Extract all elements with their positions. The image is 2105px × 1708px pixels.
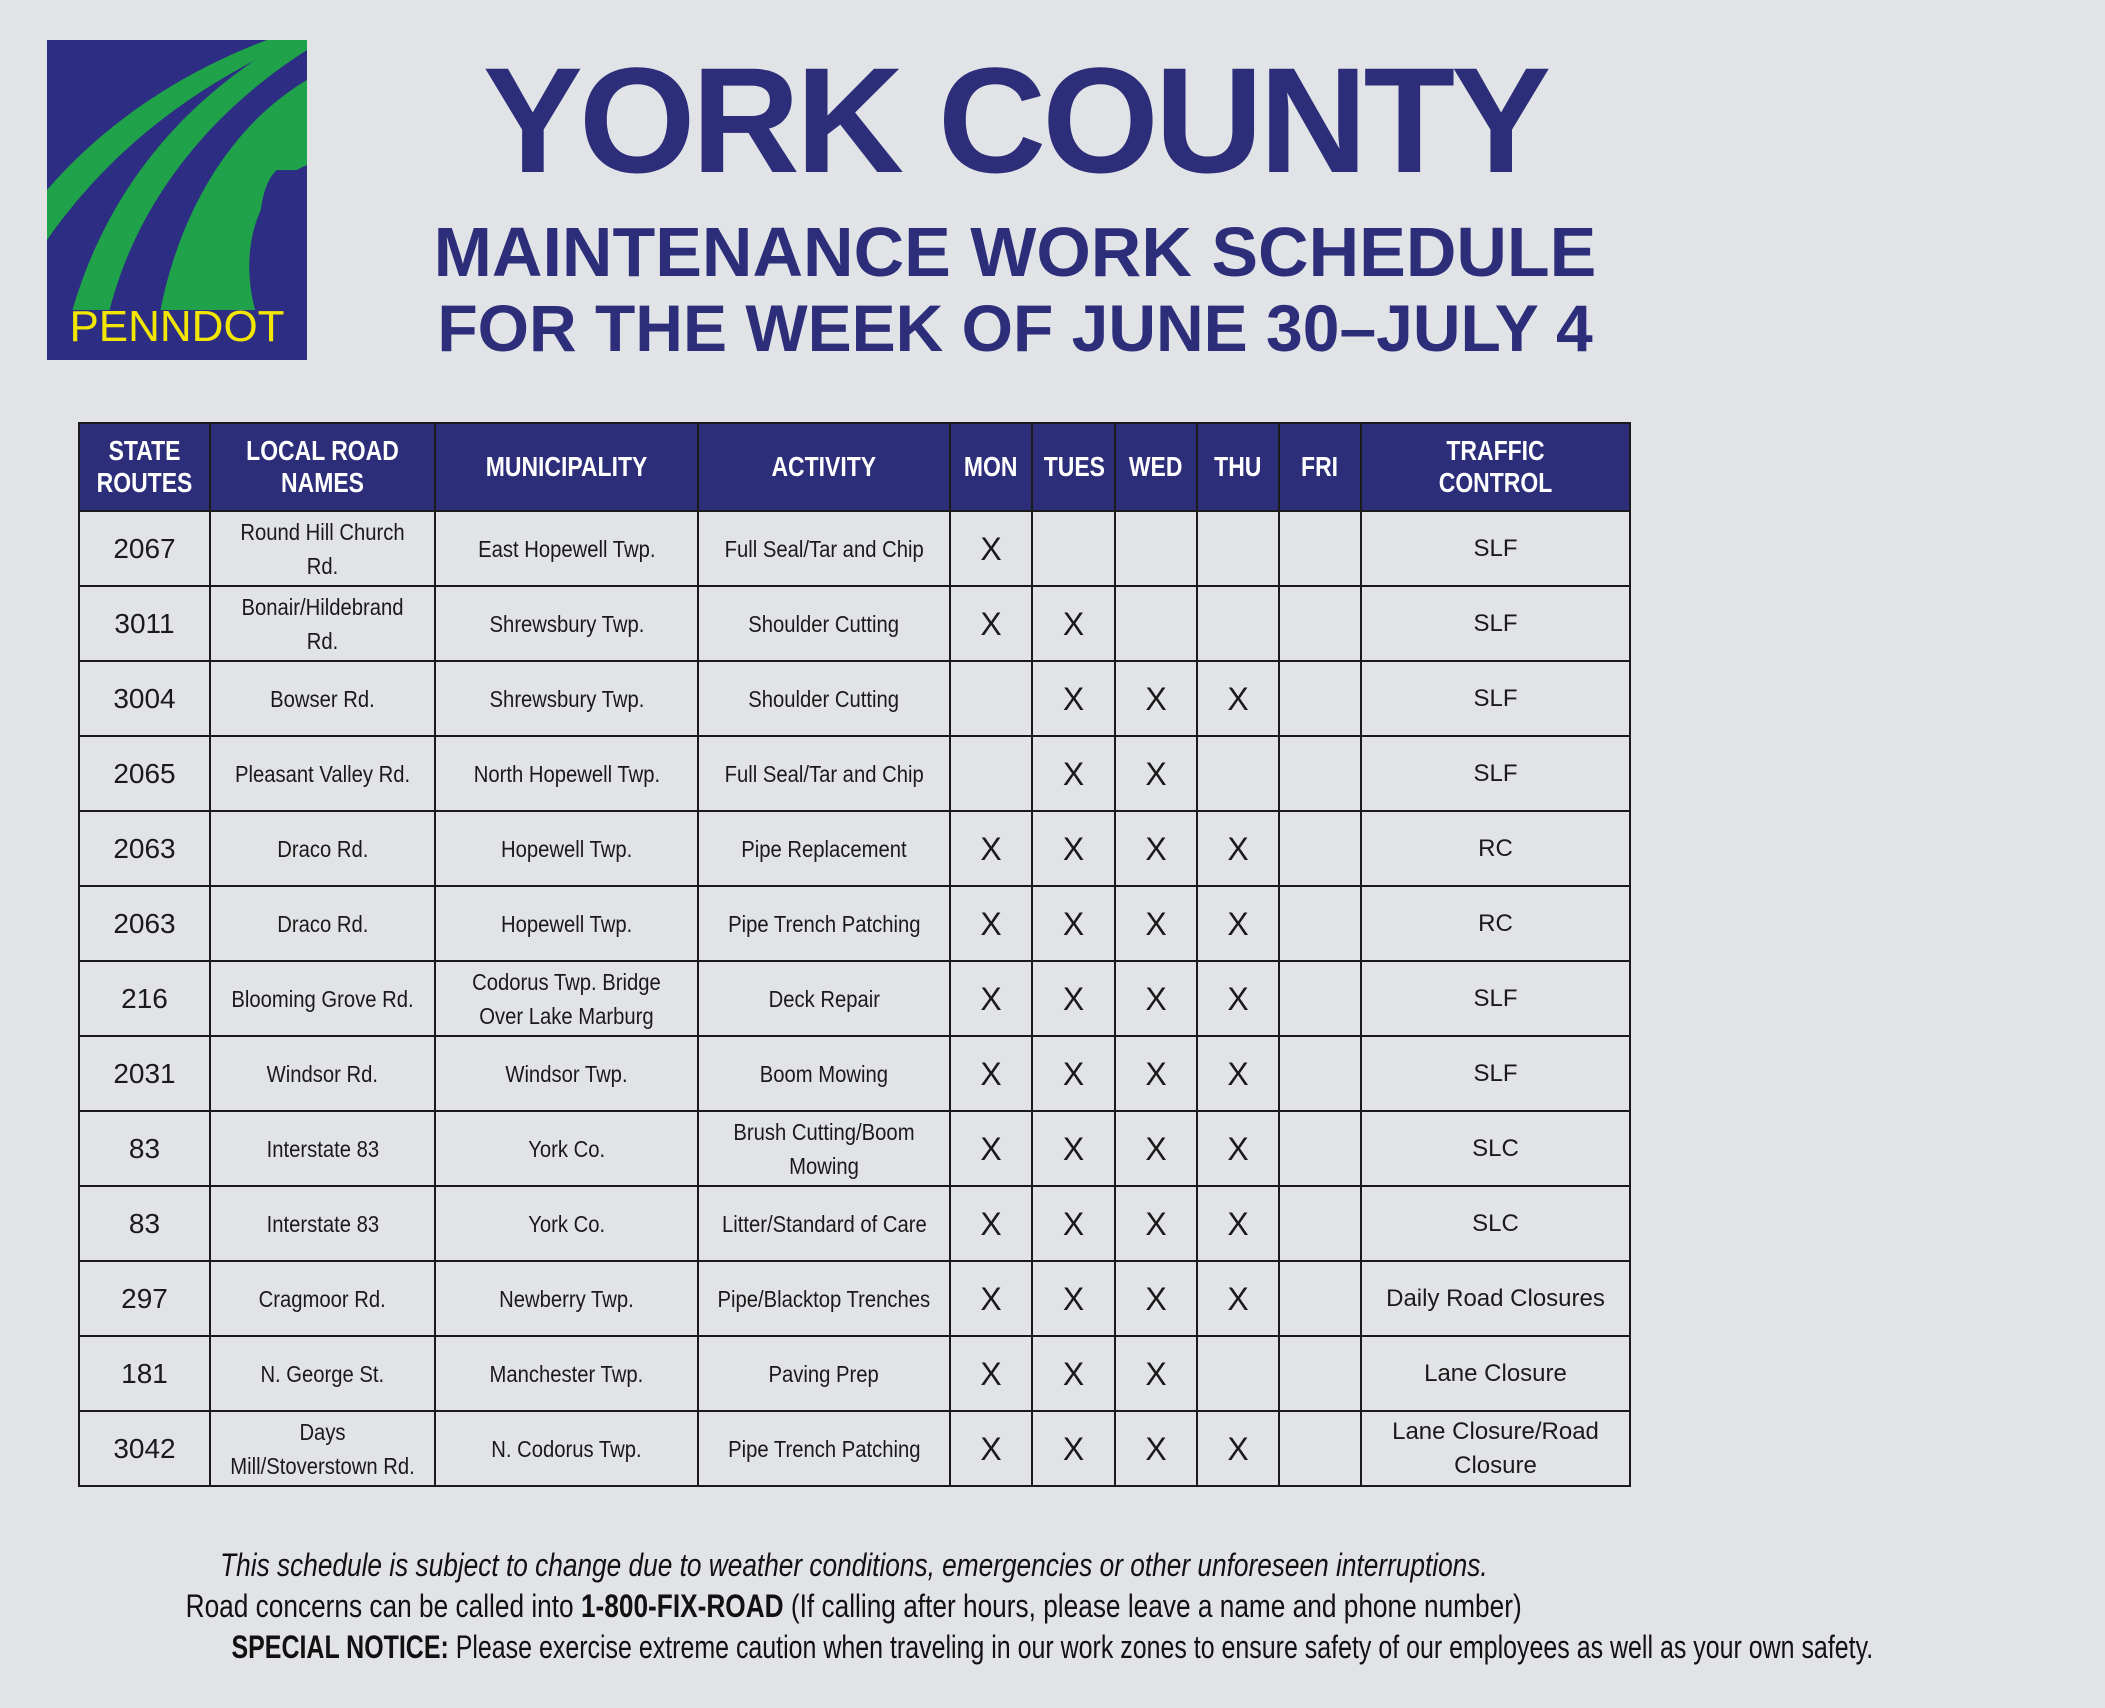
municipality-cell: Shrewsbury Twp. [435,661,698,736]
tues-cell: X [1032,1336,1115,1411]
thu-cell [1197,736,1279,811]
header-fri: FRI [1279,423,1361,511]
header-activity: ACTIVITY [698,423,950,511]
fri-cell [1279,661,1361,736]
table-row [79,511,1630,586]
header-state-routes: STATE ROUTES [79,423,210,511]
traffic-control-cell: RC [1361,886,1630,961]
local-road-cell: Interstate 83 [210,1186,435,1261]
state-route-cell: 2067 [79,511,210,586]
penndot-logo [47,40,307,360]
tues-cell: X [1032,1411,1115,1486]
special-notice-text: Please exercise extreme caution when traveling in our work zones to ensure safety of our employees as well as your own safety. [448,1629,1874,1665]
table-row [79,961,1630,1036]
mon-cell: X [950,586,1032,661]
state-route-cell: 2031 [79,1036,210,1111]
concerns-suffix: (If calling after hours, please leave a name and phone number) [783,1588,1523,1624]
thu-cell: X [1197,811,1279,886]
table-row [79,1336,1630,1411]
activity-cell: Pipe Trench Patching [698,1411,950,1486]
traffic-control-cell: SLF [1361,961,1630,1036]
header-tues: TUES [1032,423,1115,511]
mon-cell: X [950,511,1032,586]
state-route-cell: 83 [79,1186,210,1261]
schedule-subtitle: MAINTENANCE WORK SCHEDULE [433,213,1597,291]
header-traffic-control: TRAFFIC CONTROL [1361,423,1630,511]
mon-cell [950,661,1032,736]
mon-cell: X [950,1411,1032,1486]
state-route-cell: 3004 [79,661,210,736]
fri-cell [1279,886,1361,961]
state-route-cell: 216 [79,961,210,1036]
municipality-cell: York Co. [435,1186,698,1261]
wed-cell: X [1115,886,1197,961]
local-road-cell: Draco Rd. [210,886,435,961]
municipality-cell: Hopewell Twp. [435,886,698,961]
fri-cell [1279,1111,1361,1186]
fri-cell [1279,586,1361,661]
activity-cell: Deck Repair [698,961,950,1036]
thu-cell: X [1197,961,1279,1036]
header-thu: THU [1197,423,1279,511]
wed-cell: X [1115,1186,1197,1261]
mon-cell: X [950,1111,1032,1186]
tues-cell: X [1032,736,1115,811]
activity-cell: Full Seal/Tar and Chip [698,511,950,586]
header-municipality: MUNICIPALITY [435,423,698,511]
state-route-cell: 2065 [79,736,210,811]
header-wed: WED [1115,423,1197,511]
mon-cell: X [950,1261,1032,1336]
local-road-cell: N. George St. [210,1336,435,1411]
special-notice [0,1629,1874,1666]
tues-cell: X [1032,1186,1115,1261]
thu-cell: X [1197,661,1279,736]
special-notice-label: SPECIAL NOTICE: [231,1629,449,1665]
schedule-disclaimer: This schedule is subject to change due to weather conditions, emergencies or other unforeseen interruptions. [220,1547,1488,1583]
local-road-cell: Bowser Rd. [210,661,435,736]
page-title: YORK COUNTY [482,36,1548,204]
fri-cell [1279,961,1361,1036]
tues-cell: X [1032,1036,1115,1111]
wed-cell: X [1115,961,1197,1036]
activity-cell: Boom Mowing [698,1036,950,1111]
activity-cell: Shoulder Cutting [698,586,950,661]
wed-cell: X [1115,736,1197,811]
traffic-control-cell: SLF [1361,736,1630,811]
local-road-cell: Draco Rd. [210,811,435,886]
municipality-cell: East Hopewell Twp. [435,511,698,586]
thu-cell [1197,586,1279,661]
table-row [79,1111,1630,1186]
traffic-control-cell: SLF [1361,1036,1630,1111]
activity-cell: Pipe/Blacktop Trenches [698,1261,950,1336]
table-row [79,586,1630,661]
municipality-cell: York Co. [435,1111,698,1186]
fri-cell [1279,1261,1361,1336]
state-route-cell: 181 [79,1336,210,1411]
thu-cell [1197,1336,1279,1411]
traffic-control-cell: Lane Closure [1361,1336,1630,1411]
local-road-cell: Interstate 83 [210,1111,435,1186]
table-header-row [79,423,1630,511]
table-row [79,886,1630,961]
wed-cell: X [1115,811,1197,886]
fri-cell [1279,811,1361,886]
fri-cell [1279,1036,1361,1111]
state-route-cell: 83 [79,1111,210,1186]
activity-cell: Pipe Trench Patching [698,886,950,961]
municipality-cell: Shrewsbury Twp. [435,586,698,661]
wed-cell: X [1115,1036,1197,1111]
local-road-cell: Pleasant Valley Rd. [210,736,435,811]
wed-cell: X [1115,1411,1197,1486]
thu-cell: X [1197,1111,1279,1186]
thu-cell: X [1197,1411,1279,1486]
tues-cell: X [1032,886,1115,961]
penndot-logo-text: PENNDOT [69,302,285,351]
local-road-cell: Blooming Grove Rd. [210,961,435,1036]
thu-cell: X [1197,1261,1279,1336]
traffic-control-cell: SLC [1361,1111,1630,1186]
traffic-control-cell: Daily Road Closures [1361,1261,1630,1336]
header-mon: MON [950,423,1032,511]
thu-cell [1197,511,1279,586]
wed-cell [1115,511,1197,586]
mon-cell: X [950,1036,1032,1111]
tues-cell [1032,511,1115,586]
state-route-cell: 2063 [79,811,210,886]
concerns-prefix: Road concerns can be called into [185,1588,582,1624]
municipality-cell: Windsor Twp. [435,1036,698,1111]
local-road-cell: Round Hill Church Rd. [210,511,435,586]
table-body [79,511,1630,1486]
table-row [79,661,1630,736]
activity-cell: Full Seal/Tar and Chip [698,736,950,811]
table-row [79,1411,1630,1486]
road-concerns-line [0,1588,1708,1625]
thu-cell: X [1197,1186,1279,1261]
table-row [79,1261,1630,1336]
municipality-cell: Codorus Twp. Bridge Over Lake Marburg [435,961,698,1036]
mon-cell: X [950,1186,1032,1261]
mon-cell: X [950,1336,1032,1411]
municipality-cell: Manchester Twp. [435,1336,698,1411]
table-row [79,1186,1630,1261]
fri-cell [1279,1411,1361,1486]
municipality-cell: Newberry Twp. [435,1261,698,1336]
activity-cell: Shoulder Cutting [698,661,950,736]
schedule-week: FOR THE WEEK OF JUNE 30–JULY 4 [437,291,1593,365]
municipality-cell: Hopewell Twp. [435,811,698,886]
activity-cell: Pipe Replacement [698,811,950,886]
fri-cell [1279,736,1361,811]
traffic-control-cell: SLC [1361,1186,1630,1261]
table-row [79,1036,1630,1111]
state-route-cell: 3011 [79,586,210,661]
activity-cell: Brush Cutting/Boom Mowing [698,1111,950,1186]
wed-cell: X [1115,1336,1197,1411]
state-route-cell: 2063 [79,886,210,961]
tues-cell: X [1032,961,1115,1036]
tues-cell: X [1032,661,1115,736]
activity-cell: Litter/Standard of Care [698,1186,950,1261]
schedule-table [78,422,1631,1487]
wed-cell [1115,586,1197,661]
table-row [79,736,1630,811]
state-route-cell: 297 [79,1261,210,1336]
thu-cell: X [1197,1036,1279,1111]
fri-cell [1279,1336,1361,1411]
fix-road-phone: 1-800-FIX-ROAD [581,1588,784,1624]
state-route-cell: 3042 [79,1411,210,1486]
local-road-cell: Bonair/Hildebrand Rd. [210,586,435,661]
mon-cell: X [950,811,1032,886]
traffic-control-cell: SLF [1361,661,1630,736]
local-road-cell: Cragmoor Rd. [210,1261,435,1336]
table-row [79,811,1630,886]
municipality-cell: North Hopewell Twp. [435,736,698,811]
fri-cell [1279,1186,1361,1261]
municipality-cell: N. Codorus Twp. [435,1411,698,1486]
activity-cell: Paving Prep [698,1336,950,1411]
local-road-cell: Days Mill/Stoverstown Rd. [210,1411,435,1486]
header-local-road-names: LOCAL ROAD NAMES [210,423,435,511]
tues-cell: X [1032,1111,1115,1186]
traffic-control-cell: RC [1361,811,1630,886]
thu-cell: X [1197,886,1279,961]
mon-cell: X [950,961,1032,1036]
wed-cell: X [1115,1261,1197,1336]
traffic-control-cell: SLF [1361,586,1630,661]
local-road-cell: Windsor Rd. [210,1036,435,1111]
wed-cell: X [1115,661,1197,736]
traffic-control-cell: SLF [1361,511,1630,586]
mon-cell [950,736,1032,811]
tues-cell: X [1032,811,1115,886]
fri-cell [1279,511,1361,586]
wed-cell: X [1115,1111,1197,1186]
mon-cell: X [950,886,1032,961]
traffic-control-cell: Lane Closure/Road Closure [1361,1411,1630,1486]
tues-cell: X [1032,586,1115,661]
tues-cell: X [1032,1261,1115,1336]
